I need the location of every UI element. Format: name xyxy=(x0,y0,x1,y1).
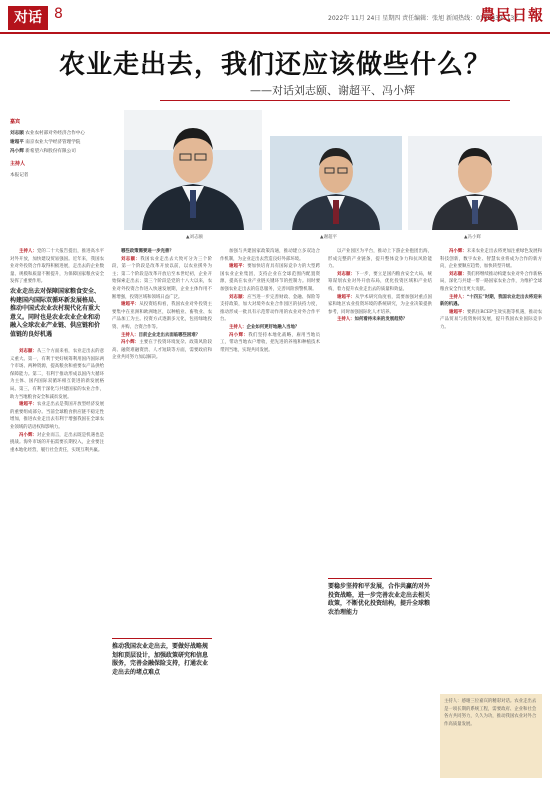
paragraph: 主持人：“十四五”时期，我国农业走出去将迎来新的机遇。 xyxy=(440,294,542,308)
credit-row: 冯小辉 新希望六和股份有限公司 xyxy=(10,149,76,154)
portrait-photo-1 xyxy=(124,110,262,230)
closing-note-box: 主持人：感谢三位嘉宾的精彩对话。农业走出去是一项长期的系统工程，需要政府、企业和社会各方共同努力，久久为功，推动我国农业对外合作高质量发展。 xyxy=(440,694,542,778)
title-divider xyxy=(160,100,510,101)
paragraph: 刘志颐：我们将继续推动构建农业对外合作新格局，深化与共建一带一路国家农业合作，为维护全球粮食安全作出更大贡献。 xyxy=(440,271,542,292)
paragraph: 主持人：如何看待未来的发展趋势？ xyxy=(337,317,408,323)
credit-row: 谢超平 南京农业大学经济管理学院 xyxy=(10,140,81,145)
paragraph: 冯小辉：对企业而言，走出去既是机遇也是挑战。海外市场的开拓需要长期投入，企业要注重本地化经营，履行社会责任，实现互利共赢。 xyxy=(10,432,104,453)
paragraph: 冯小辉：主要在于投资环境复杂、政策风险较高、融资难融资贵、人才短缺等方面，需要政府和企业共同努力加以解决。 xyxy=(112,340,212,361)
paragraph: 冯小辉：我们坚持本地化战略，雇用当地员工，带动当地农户增收，把先进的养殖和种植技术带到当地，实现共同发展。 xyxy=(220,332,320,353)
article-headline: 农业走出去，我们还应该做些什么？ xyxy=(58,50,491,80)
paragraph: 主持人：企业如何更好地融入当地？ xyxy=(229,324,300,330)
portrait-photo-3 xyxy=(408,136,542,230)
newspaper-brand: 農民日報 xyxy=(480,6,545,24)
paragraph: 刘志颐：我国农业走出去大致可分为三个阶段，第一个阶段是改革开放以前，以农业援外为主；第二个阶段是改革开放后至本世纪初，企业开始探索走出去；第三个阶段是党的十八大以来，农业对外投资合作进入快速发展期，企业主体作用不断增强，投资区域和领域日益广泛。 xyxy=(112,256,212,300)
date-line: 2022年 11月 24日 星期四 责任编辑：张旭 新闻热线：01084391137 xyxy=(328,15,519,22)
host-name: 本报记者 xyxy=(10,173,29,178)
portrait-2-image xyxy=(270,136,402,230)
article-body xyxy=(10,248,542,778)
pull-quote-1: 农业走出去对保障国家粮食安全、构建国内国际双循环新发展格局、推动中国式农业农村现代化有重大意义。同时也是农业农业企业和动融入全球农业产业链、供应链和价值链的良好机遇 xyxy=(10,288,101,338)
paragraph: 谢超平：从学术研究角度看，需要加强对重点国家和地区农业投资环境的系统研究，为企业决策提供参考，同时加强国际化人才培养。 xyxy=(328,294,432,315)
paragraph: 以产业园区为平台，推动上下游企业抱团出海，形成完整的产业链条，提升整体竞争力和抗风险能力。 xyxy=(328,249,432,270)
portrait-1-image xyxy=(124,110,262,230)
paragraph: 刘志颐：下一步，要立足国内粮食安全大局，统筹谋划农业对外开放布局，优化投资区域和产业结构，着力提升农业走出去的质量和效益。 xyxy=(328,271,432,292)
pull-quote-2: 推动我国农业走出去，要做好战略规划和顶层设计，加强政策研究和信息服务，完善金融保险支持，打通农业走出去的堵点难点 xyxy=(112,638,212,677)
masthead xyxy=(0,0,550,34)
portrait-photo-2 xyxy=(270,136,402,230)
paragraph: 主持人：党的二十大报告提出，推进高水平对外开放，加快建设贸易强国。近年来，我国农业对外投资合作取得积极进展，走出去的企业数量、规模和质量不断提升，为保障国家粮食安全发挥了重要作用。 xyxy=(10,249,104,285)
photo-caption: ▲刘志颐 xyxy=(186,235,203,240)
paragraph: 谢超平：要加快培育具有国际竞争力的大型跨国农业企业集团，支持企业在全球范围内配置资源，提高在农业产业链关键环节的控制力。同时要加强农业走出去的信息服务，完善风险预警机制。 xyxy=(220,264,320,292)
paragraph: 刘志颐：从三个方面来看，农业走出去的意义重大。第一，有利于更好统筹利用国内国际两个市场、两种资源，提高粮食和重要农产品供给保障能力。第二，有利于推动形成以国内大循环为主体、国内国际双循环相互促进的新发展格局。第三，有利于深化与共建国家的农业合作，助力当地粮食安全和减贫发展。 xyxy=(10,348,104,400)
paragraph: 刘志颐：应当进一步完善财政、金融、保险等支持政策，加大对境外农业合作园区的扶持力度，推动形成一批具有示范带动作用的农业对外合作平台。 xyxy=(220,294,320,323)
section-label: 对话 xyxy=(8,6,48,30)
paragraph: 谢超平：要抓住RCEP生效实施等机遇，推动农产品贸易与投资协同发展，提升我国农业国际竞争力。 xyxy=(440,309,542,330)
page-number: 8 xyxy=(54,6,63,22)
text-column-4 xyxy=(328,248,432,778)
paragraph: 冯小辉：未来农业走出去将更加注重绿色发展和科技创新，数字农业、智慧农业将成为合作的新方向，企业要顺应趋势，加快转型升级。 xyxy=(440,249,542,270)
paragraph: 谢超平：农业走出去是我国开放型经济发展的重要组成部分。当前全球粮食供应链不稳定性增加，推进农业走出去有利于增强我国在全球农业领域的话语权和影响力。 xyxy=(10,402,104,430)
credits-title: 嘉宾 xyxy=(10,119,21,125)
host-label: 主持人 xyxy=(10,161,26,167)
photo-caption: ▲冯小辉 xyxy=(464,235,481,240)
guest-credits xyxy=(10,118,120,234)
paragraph: 加强与共建国家政策沟通，推动建立多双边合作机制，为企业走出去营造良好外部环境。 xyxy=(220,249,320,262)
paragraph: 谢超平：从投资结构看，我国农业对外投资主要集中在亚洲和欧洲地区，以种植业、畜牧业、农产品加工为主。投资方式逐渐多元化，包括绿地投资、并购、合资合作等。 xyxy=(112,302,212,330)
photo-caption: ▲谢超平 xyxy=(320,235,337,240)
credit-row: 刘志颐 农业农村部对外经济合作中心 xyxy=(10,131,85,136)
paragraph: 哪些政策需要进一步完善？ xyxy=(121,249,174,254)
article-subhead: ——对话刘志颐、谢超平、冯小辉 xyxy=(250,84,415,97)
portrait-3-image xyxy=(408,136,542,230)
paragraph: 主持人：目前企业走出去面临哪些困难？ xyxy=(121,332,201,338)
pull-quote-3: 要稳步坚持和平发展，合作共赢的对外投资战略，进一步完善农业走出去相关政策，不断优化投资结构，提升全球粮农治理能力 xyxy=(328,578,432,617)
text-column-3 xyxy=(220,248,320,778)
text-column-2 xyxy=(112,248,212,778)
